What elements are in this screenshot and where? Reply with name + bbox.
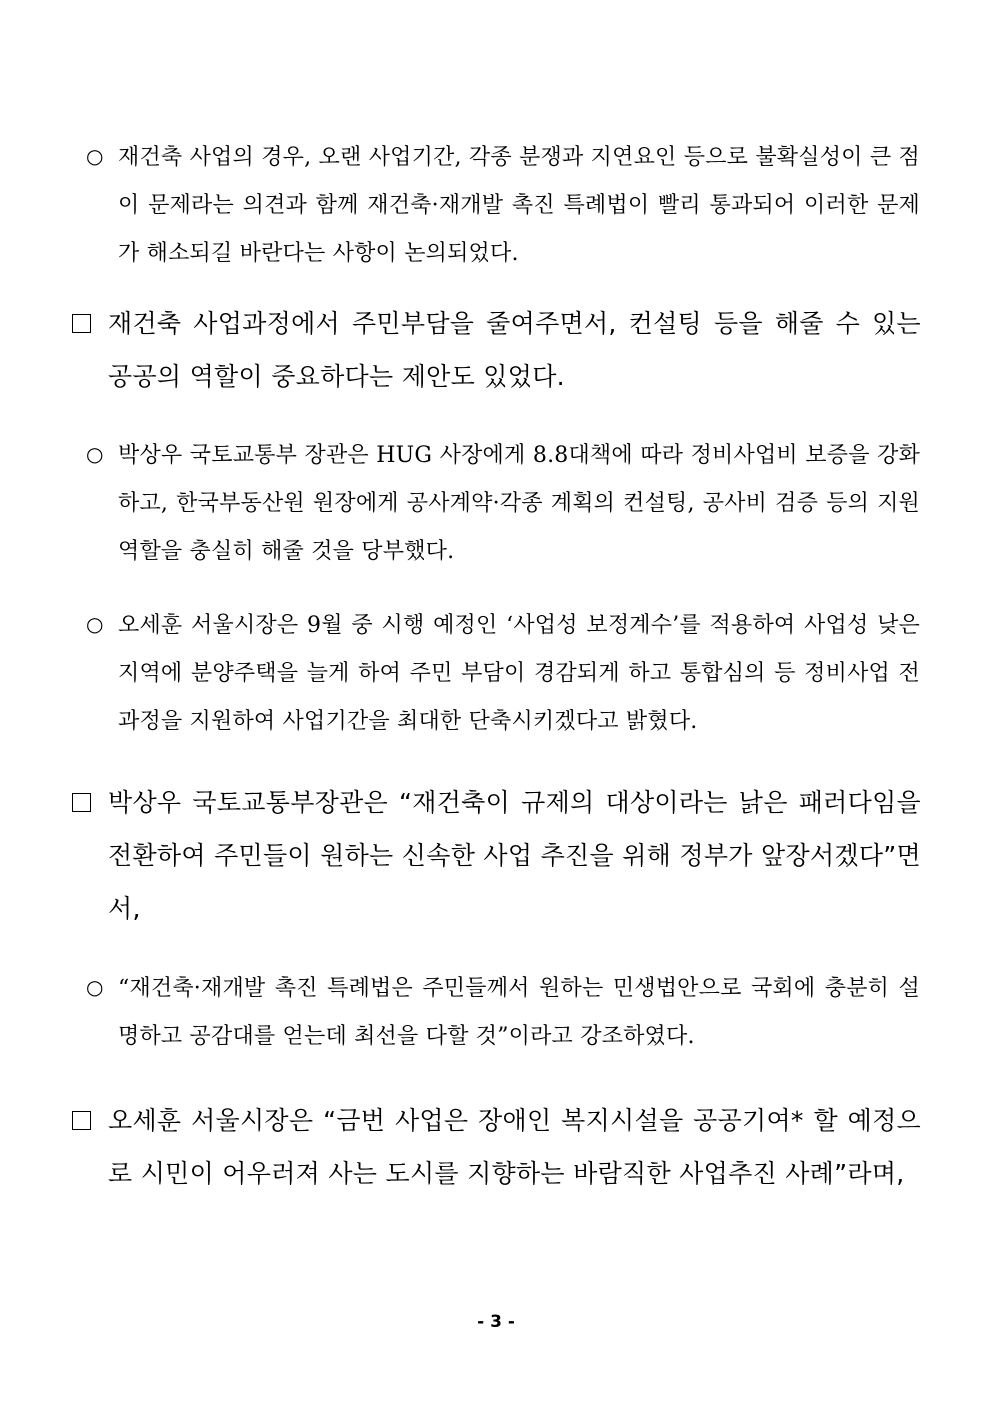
- checkbox-square-icon: [72, 793, 91, 812]
- paragraph-text: 오세훈 서울시장은 “금번 사업은 장애인 복지시설을 공공기여* 할 예정으로 시민이 어우러져 사는 도시를 지향하는 바람직한 사업추진 사례”라며,: [108, 1106, 921, 1188]
- circle-bullet-icon: ○: [86, 975, 104, 999]
- paragraph-text: 오세훈 서울시장은 9월 중 시행 예정인 ‘사업성 보정계수’를 적용하여 사업성 낮은 지역에 분양주택을 늘게 하여 주민 부담이 경감되게 하고 통합심의 등 정비사업 전 과정을 지원하여 사업기간을 최대한 단축시키겠다고 밝혔다.: [118, 613, 920, 734]
- checkbox-square-icon: [72, 1111, 91, 1130]
- paragraph-text: 박상우 국토교통부장관은 “재건축이 규제의 대상이라는 낡은 패러다임을 전환하여 주민들이 원하는 신속한 사업 추진을 위해 정부가 앞장서겠다”면서,: [108, 788, 921, 923]
- circle-bullet-icon: ○: [86, 442, 104, 466]
- paragraph-text: 재건축 사업의 경우, 오랜 사업기간, 각종 분쟁과 지연요인 등으로 불확실성이 큰 점이 문제라는 의견과 함께 재건축·재개발 촉진 특례법이 빨리 통과되어 이러한 문제가 해소되길 바란다는 사항이 논의되었다.: [118, 145, 920, 266]
- paragraph-text: 재건축 사업과정에서 주민부담을 줄여주면서, 컨설팅 등을 해줄 수 있는 공공의 역할이 중요하다는 제안도 있었다.: [108, 309, 921, 391]
- paragraph-text: 박상우 국토교통부 장관은 HUG 사장에게 8.8대책에 따라 정비사업비 보증을 강화하고, 한국부동산원 원장에게 공사계약·각종 계획의 컨설팅, 공사비 검증 등의 지원 역할을 충실히 해줄 것을 당부했다.: [118, 443, 920, 564]
- paragraph-text: “재건축·재개발 촉진 특례법은 주민들께서 원하는 민생법안으로 국회에 충분히 설명하고 공감대를 얻는데 최선을 다할 것”이라고 강조하였다.: [118, 976, 920, 1049]
- circle-bullet-icon: ○: [86, 612, 104, 636]
- page-number: - 3 -: [477, 1312, 515, 1332]
- circle-bullet-icon: ○: [86, 144, 104, 168]
- checkbox-square-icon: [72, 314, 91, 333]
